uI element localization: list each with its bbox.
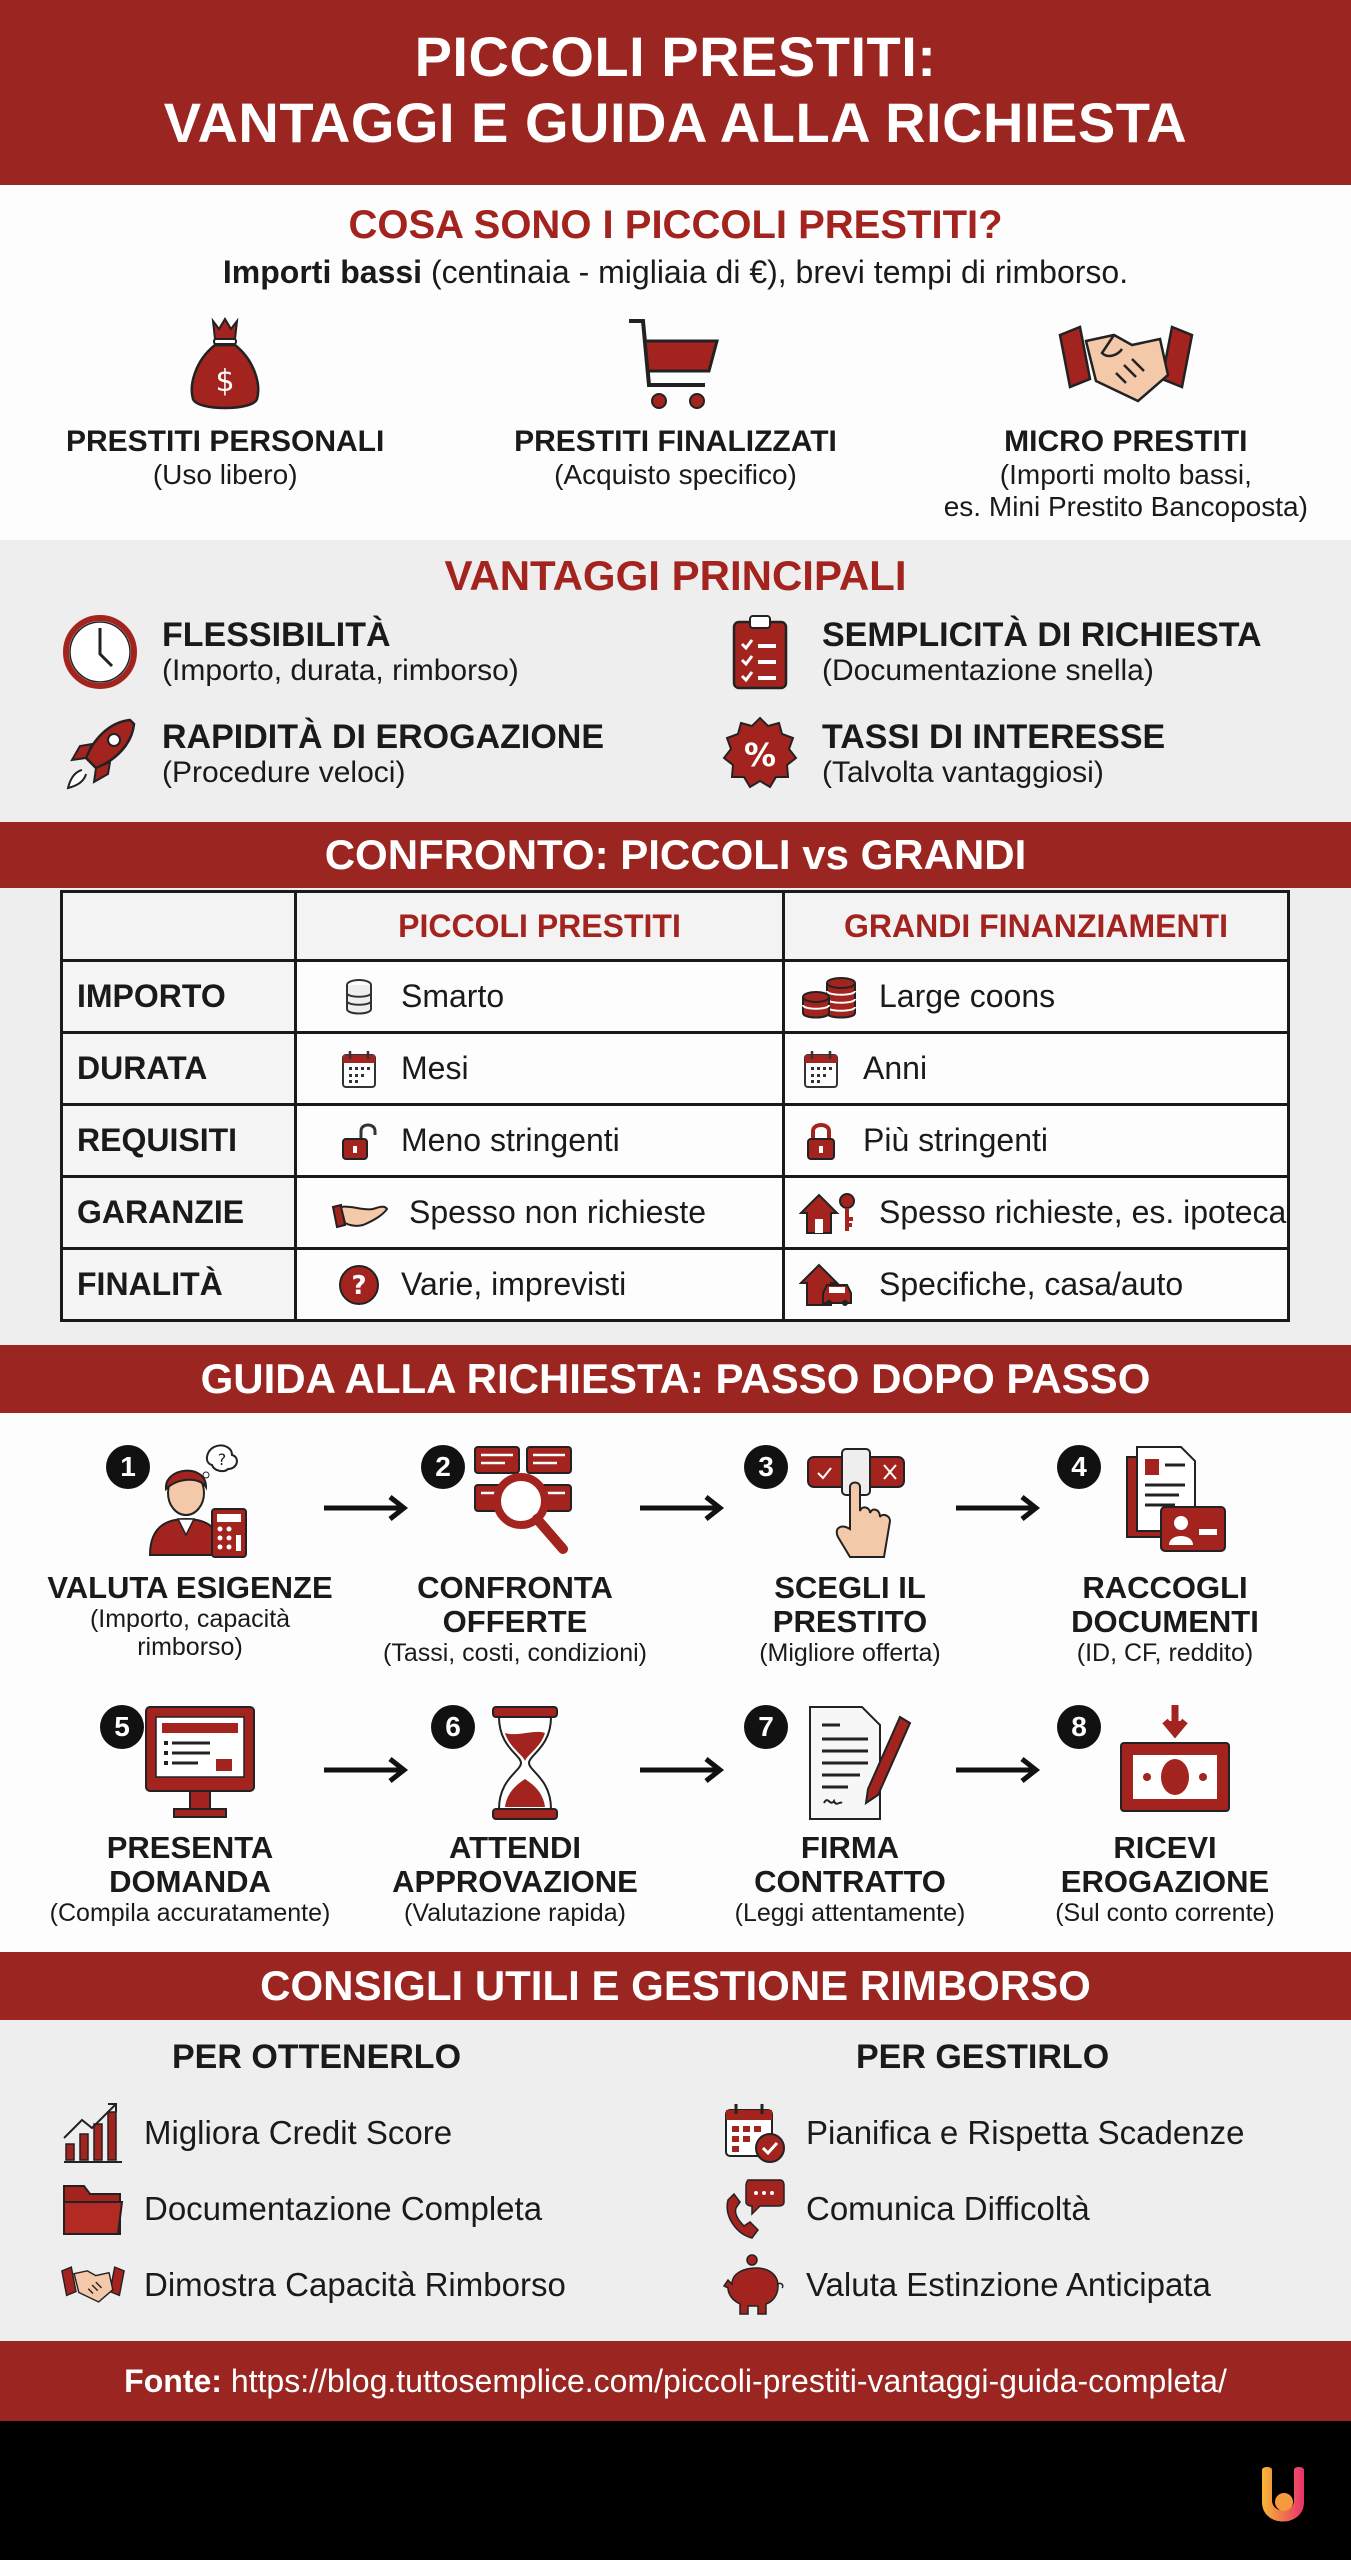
shopping-cart-icon [625, 315, 725, 415]
cell-text: Più stringenti [863, 1122, 1048, 1158]
growth-chart-icon [60, 2100, 126, 2166]
phone-chat-icon [722, 2176, 788, 2242]
calendar-icon [799, 1047, 843, 1091]
contract-pen-icon [800, 1703, 920, 1823]
advantage-desc: (Talvolta vantaggiosi) [822, 756, 1104, 789]
tip-item [722, 2095, 1322, 2171]
tips-heading: PER OTTENERLO [172, 2038, 462, 2076]
step-desc: (Tassi, costi, condizioni) [383, 1639, 647, 1667]
step-title: PRESENTA [106, 1830, 274, 1865]
step-8 [1005, 1695, 1325, 1927]
section-title-advantages: VANTAGGI PRINCIPALI [444, 552, 907, 599]
step-title: RICEVI [1113, 1830, 1217, 1865]
tip-item [722, 2171, 1322, 2247]
row-label: GARANZIE [62, 1177, 296, 1249]
loan-type-desc: (Acquisto specifico) [554, 459, 797, 490]
advantage-title: RAPIDITÀ DI EROGAZIONE [162, 718, 605, 756]
advantage-title: TASSI DI INTERESSE [822, 718, 1166, 756]
section-title-what: COSA SONO I PICCOLI PRESTITI? [348, 203, 1003, 247]
step-6 [355, 1695, 675, 1927]
cell-text: Smarto [401, 978, 505, 1014]
step-number: 4 [1057, 1445, 1101, 1489]
row-label: DURATA [62, 1033, 296, 1105]
subtitle-rest: (centinaia - migliaia di €), brevi tempi di rimborso. [422, 254, 1129, 290]
folder-icon [60, 2176, 126, 2242]
percent-badge-icon [720, 714, 800, 794]
tips-column-obtain [60, 2038, 620, 2323]
coin-stacks-large-icon [799, 975, 859, 1019]
cell-text: Spesso non richieste [409, 1194, 707, 1230]
advantage-title: SEMPLICITÀ DI RICHIESTA [822, 616, 1262, 654]
step-3 [690, 1435, 1010, 1667]
step-title-2: DOCUMENTI [1071, 1604, 1259, 1639]
cell-text: Spesso richieste, es. ipoteca [879, 1194, 1287, 1230]
guide-steps [0, 1413, 1351, 1952]
handshake-icon [1056, 315, 1196, 415]
banknote-arrow-icon [1115, 1703, 1235, 1823]
step-desc: (ID, CF, reddito) [1076, 1639, 1254, 1667]
clock-icon [60, 612, 140, 692]
step-title: ATTENDI [448, 1830, 582, 1865]
cell-text: Mesi [401, 1050, 469, 1086]
step-4 [1005, 1435, 1325, 1667]
guide-banner: GUIDA ALLA RICHIESTA: PASSO DOPO PASSO [0, 1345, 1351, 1413]
advantages-section [0, 540, 1351, 822]
step-title: FIRMA [800, 1830, 900, 1865]
unlocked-padlock-icon [337, 1119, 381, 1163]
loan-type-desc: (Uso libero) [152, 459, 298, 490]
advantage-item [720, 612, 1320, 692]
advantage-item [60, 714, 720, 794]
svg-text:?: ? [351, 1270, 367, 1301]
table-row [62, 1033, 1289, 1105]
tips-section [0, 2020, 1351, 2341]
money-bag-icon [185, 315, 265, 415]
calendar-icon [337, 1047, 381, 1091]
clipboard-checklist-icon [720, 612, 800, 692]
advantages-grid [60, 612, 1320, 794]
step-number: 2 [421, 1445, 465, 1489]
step-number: 7 [744, 1705, 788, 1749]
comparison-banner: CONFRONTO: PICCOLI vs GRANDI [0, 822, 1351, 888]
house-key-icon [799, 1191, 859, 1235]
handshake-icon [60, 2252, 126, 2318]
tip-label: Documentazione Completa [144, 2190, 543, 2227]
magnifier-offers-icon [465, 1443, 585, 1563]
step-title-2: APPROVAZIONE [392, 1864, 638, 1899]
person-thinking-calculator-icon [140, 1443, 260, 1563]
what-are-section [0, 185, 1351, 540]
advantage-title: FLESSIBILITÀ [162, 616, 391, 654]
step-2 [355, 1435, 675, 1667]
step-7 [690, 1695, 1010, 1927]
source-url[interactable]: https://blog.tuttosemplice.com/piccoli-prestiti-vantaggi-guida-completa/ [221, 2363, 1227, 2399]
advantage-desc: (Documentazione snella) [822, 654, 1154, 687]
step-title-2: OFFERTE [442, 1604, 588, 1639]
calendar-check-icon [722, 2100, 788, 2166]
tip-item [60, 2095, 620, 2171]
cell-text: Large coons [879, 978, 1056, 1014]
svg-text:%: % [743, 736, 777, 774]
tip-label: Valuta Estinzione Anticipata [806, 2266, 1211, 2303]
svg-text:?: ? [217, 1450, 227, 1469]
loan-type-name: PRESTITI FINALIZZATI [514, 425, 837, 458]
house-car-icon [799, 1263, 859, 1307]
loan-type-personal [0, 315, 450, 523]
comparison-section [0, 888, 1351, 1345]
brand-logo-icon [1248, 2462, 1318, 2532]
advantage-desc: (Procedure veloci) [162, 756, 406, 789]
advantage-item [720, 714, 1320, 794]
tip-label: Pianifica e Rispetta Scadenze [806, 2114, 1245, 2151]
step-desc: (Migliore offerta) [759, 1639, 941, 1667]
tip-label: Dimostra Capacità Rimborso [144, 2266, 566, 2303]
step-1 [30, 1435, 350, 1661]
open-hand-icon [329, 1191, 389, 1235]
step-title: SCEGLI IL [774, 1570, 926, 1605]
table-header-row [62, 892, 1289, 961]
tips-heading: PER GESTIRLO [856, 2038, 1110, 2076]
cell-text: Specifiche, casa/auto [879, 1266, 1184, 1302]
loan-type-name: PRESTITI PERSONALI [65, 425, 385, 458]
step-desc: (Sul conto corrente) [1055, 1899, 1275, 1927]
table-row [62, 1249, 1289, 1321]
step-5 [30, 1695, 350, 1927]
question-mark-icon [337, 1263, 381, 1307]
tip-item [60, 2171, 620, 2247]
page-title-line2: VANTAGGI E GUIDA ALLA RICHIESTA [163, 91, 1188, 154]
advantage-item [60, 612, 720, 692]
coin-stack-small-icon [337, 975, 381, 1019]
header-banner [0, 0, 1351, 185]
table-row [62, 1177, 1289, 1249]
step-title: RACCOGLI [1082, 1570, 1248, 1605]
step-number: 8 [1057, 1705, 1101, 1749]
tip-label: Comunica Difficoltà [806, 2190, 1090, 2227]
step-title: VALUTA ESIGENZE [47, 1570, 333, 1605]
finger-select-icon [800, 1443, 920, 1563]
step-number: 1 [106, 1445, 150, 1489]
documents-id-card-icon [1115, 1443, 1235, 1563]
svg-text:$: $ [215, 364, 235, 399]
tips-column-manage [722, 2038, 1322, 2323]
step-title: CONFRONTA [417, 1570, 613, 1605]
row-label: REQUISITI [62, 1105, 296, 1177]
piggy-bank-icon [722, 2252, 788, 2318]
step-title-2: DOMANDA [109, 1864, 271, 1899]
loan-type-desc-2: es. Mini Prestito Bancoposta) [943, 491, 1308, 522]
tips-banner: CONSIGLI UTILI E GESTIONE RIMBORSO [0, 1952, 1351, 2020]
loan-type-micro [901, 315, 1351, 523]
row-label: IMPORTO [62, 961, 296, 1033]
rocket-icon [60, 714, 140, 794]
step-desc: (Compila accuratamente) [49, 1899, 331, 1927]
source-label: Fonte: [124, 2363, 222, 2399]
tip-item [722, 2247, 1322, 2323]
loan-types [0, 315, 1351, 523]
row-label: FINALITÀ [62, 1249, 296, 1321]
comparison-table [60, 890, 1290, 1322]
step-number: 5 [100, 1705, 144, 1749]
step-desc: (Valutazione rapida) [404, 1899, 626, 1927]
locked-padlock-icon [799, 1119, 843, 1163]
table-header-small: PICCOLI PRESTITI [296, 892, 784, 961]
cell-text: Anni [863, 1050, 928, 1086]
tip-item [60, 2247, 620, 2323]
loan-type-finalized [450, 315, 900, 523]
step-title-2: CONTRATTO [754, 1864, 946, 1899]
step-desc: (Importo, capacità [89, 1605, 291, 1633]
table-header-large: GRANDI FINANZIAMENTI [784, 892, 1289, 961]
subtitle-bold: Importi bassi [222, 254, 423, 290]
cell-text: Meno stringenti [401, 1122, 620, 1158]
table-header-empty [62, 892, 296, 961]
page-title-line1: PICCOLI PRESTITI: [414, 25, 937, 88]
table-row [62, 1105, 1289, 1177]
advantage-desc: (Importo, durata, rimborso) [162, 654, 519, 687]
step-desc: (Leggi attentamente) [734, 1899, 966, 1927]
source-footer [0, 2341, 1351, 2421]
step-number: 3 [744, 1445, 788, 1489]
step-desc-2: rimborso) [137, 1633, 243, 1661]
step-title-2: EROGAZIONE [1060, 1864, 1270, 1899]
loan-type-desc: (Importi molto bassi, [999, 459, 1252, 490]
step-title-2: PRESTITO [772, 1604, 928, 1639]
cell-text: Varie, imprevisti [401, 1266, 627, 1302]
step-number: 6 [431, 1705, 475, 1749]
loan-type-name: MICRO PRESTITI [1004, 425, 1248, 458]
table-row [62, 961, 1289, 1033]
hourglass-icon [465, 1703, 585, 1823]
computer-monitor-form-icon [140, 1703, 260, 1823]
tip-label: Migliora Credit Score [144, 2114, 453, 2151]
what-subtitle [0, 254, 1351, 291]
